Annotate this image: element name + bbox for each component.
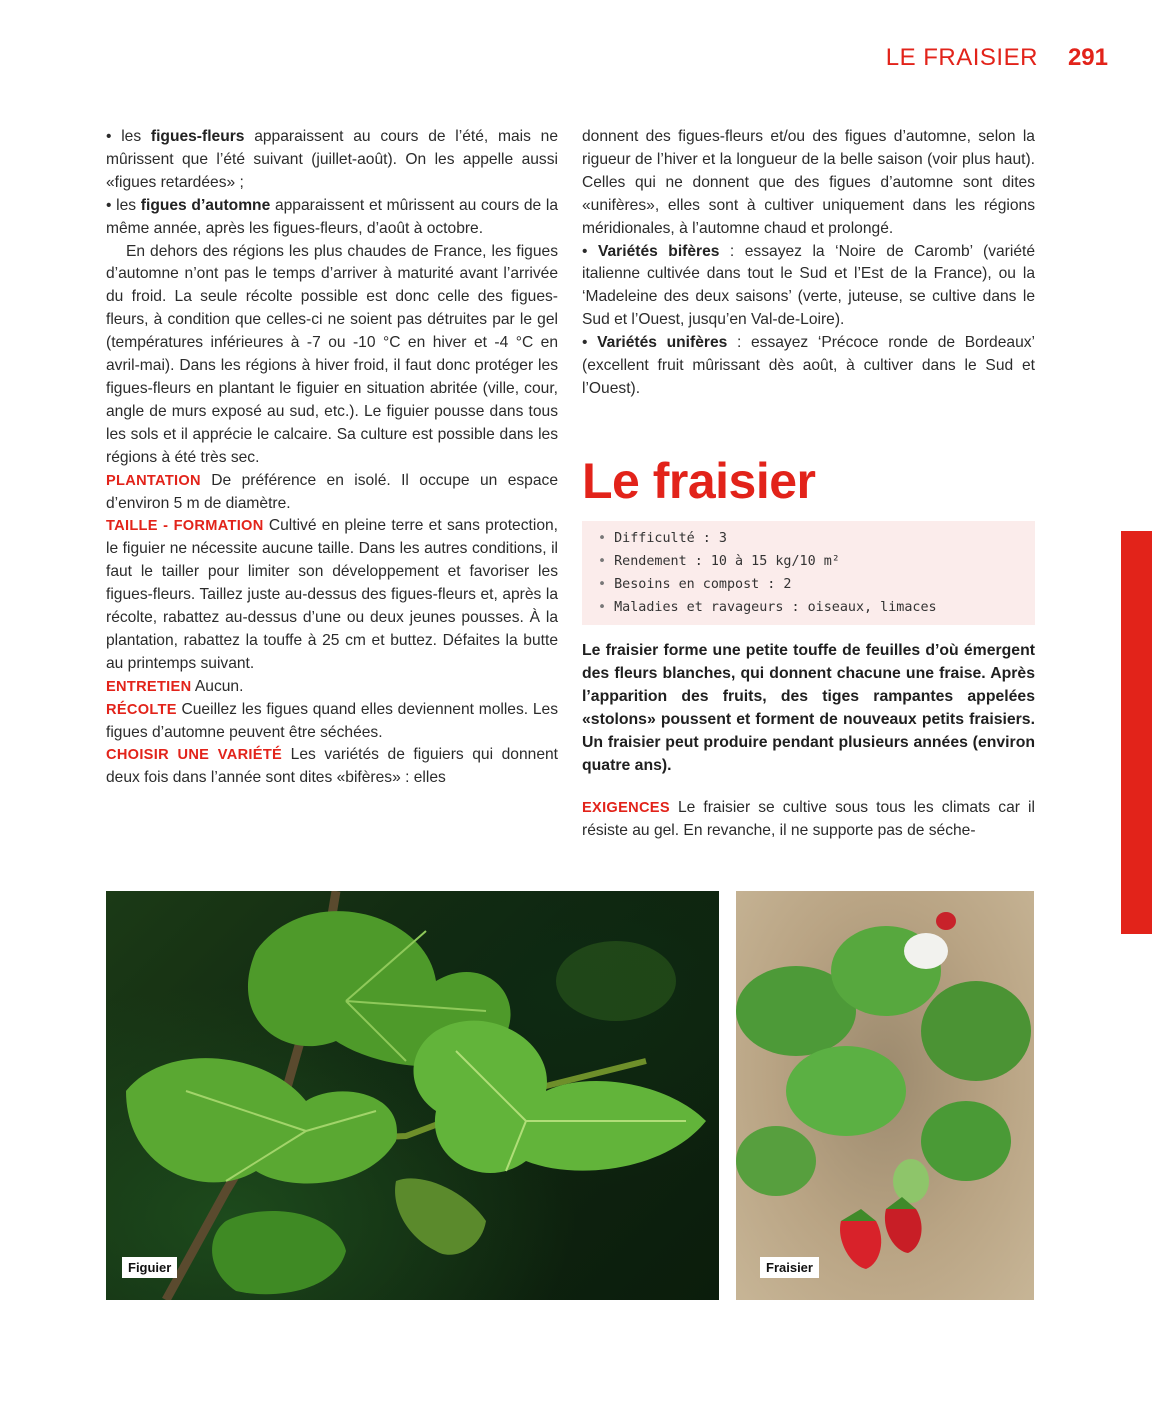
exigences-text: Le fraisier se cultive sous tous les climats car il résiste au gel. En revanche, il ne supporte pas de séche- bbox=[582, 798, 1035, 839]
keyword-recolte: RÉCOLTE bbox=[106, 701, 177, 718]
strawberry-photo bbox=[736, 891, 1034, 1300]
body-paragraph: En dehors des régions les plus chaudes de France, les figues d’automne n’ont pas le temps d’arriver à maturité avant l’arrivée du froid. La seule récolte possible est donc celle des figues-fleurs, à condition que celles-ci ne soient pas détruites par le gel (températures inférieures à -7 ou -10 °C en hiver et -4 °C en avril-mai). Dans les régions à hiver froid, il faut donc protéger les figues-fleurs en plantant le figuier en situation abritée (ville, cour, angle de murs exposé au sud, etc.). Le figuier pousse dans tous les sols et il apprécie le calcaire. Sa culture est possible dans les régions à été très sec. bbox=[106, 242, 558, 466]
exigences-section bbox=[582, 797, 1035, 843]
keyword-taille: TAILLE - FORMATION bbox=[106, 518, 264, 535]
entretien-text: Aucun. bbox=[191, 677, 244, 695]
term-figues-fleurs: figues-fleurs bbox=[150, 128, 245, 145]
chapter-tab bbox=[1121, 531, 1152, 934]
chapter-title: LE FRAISIER bbox=[885, 44, 1038, 71]
recolte-section bbox=[106, 699, 558, 745]
specs-box bbox=[582, 521, 1035, 625]
page-number: 291 bbox=[1067, 44, 1108, 71]
spec-item: • Rendement : 10 à 15 kg/10 m² bbox=[598, 550, 1023, 573]
intro-paragraph: Le fraisier forme une petite touffe de feuilles d’où émergent des fleurs blanches, qui donnent chacune une fraise. Après l’apparition des fruits, des tiges rampantes appelées «stolons» poussent et forment de nouveaux petits fraisiers. Un fraisier peut produire pendant plusieurs années (environ quatre ans). bbox=[582, 641, 1035, 774]
recolte-text: Cueillez les figues quand elles deviennent molles. Les figues d’automne peuvent être séchées. bbox=[106, 700, 558, 741]
taille-text: Cultivé en pleine terre et sans protection, le figuier ne nécessite aucune taille. Dans les autres conditions, il faut le tailler pour limiter son développement et favoriser les figues-fleurs. Taillez juste au-dessus des figues-fleurs et, après la récolte, rabattez au-dessus d’une ou deux jeunes pousses. À la plantation, rabattez la touffe à 25 cm et buttez. Défaites la butte au printemps suivant. bbox=[106, 517, 558, 672]
spec-item: • Difficulté : 3 bbox=[598, 527, 1023, 550]
keyword-choisir: CHOISIR UNE VARIÉTÉ bbox=[106, 747, 283, 764]
plantation-text: De préférence en isolé. Il occupe un espace d’environ 5 m de diamètre. bbox=[106, 471, 558, 512]
bullet-text: apparaissent et mûrissent au cours de la même année, après les figues-fleurs, d’août à octobre. bbox=[106, 196, 558, 237]
left-column bbox=[106, 126, 558, 790]
term-figues-automne: figues d’automne bbox=[140, 196, 271, 214]
term-varietes-uniferes: Variétés unifères bbox=[597, 334, 728, 352]
running-head bbox=[886, 44, 1108, 72]
bullet-figues-fleurs: • les figues-fleurs apparaissent au cours de l’été, mais ne mûrissent que l’été suivant (juillet-août). On les appelle aussi «figues retardées» ; bbox=[106, 128, 558, 191]
continuation-paragraph: donnent des figues-fleurs et/ou des figues d’automne, selon la rigueur de l’hiver et la longueur de la belle saison (voir plus haut). Celles qui ne donnent que des figues d’automne sont dites «unifères», elles sont à cultiver uniquement dans les régions méridionales, à l’automne chaud et prolongé. bbox=[582, 128, 1035, 237]
keyword-plantation: PLANTATION bbox=[106, 472, 201, 489]
spec-item: • Maladies et ravageurs : oiseaux, limaces bbox=[598, 596, 1023, 619]
strawberry-photo-caption: Fraisier bbox=[760, 1257, 819, 1278]
bullet-text: : essayez ‘Précoce ronde de Bordeaux’ (excellent fruit mûrissant dès août, à cultiver dans le Sud et l’Ouest). bbox=[582, 334, 1035, 397]
term-varietes-biferes: Variétés bifères bbox=[597, 242, 720, 260]
choisir-section bbox=[106, 744, 558, 790]
strawberry-plant-illustration bbox=[736, 891, 1034, 1300]
bullet-varietes-uniferes: • Variétés unifères : essayez ‘Précoce ronde de Bordeaux’ (excellent fruit mûrissant dès août, à cultiver dans le Sud et l’Ouest). bbox=[582, 334, 1035, 397]
fig-tree-photo bbox=[106, 891, 719, 1300]
keyword-exigences: EXIGENCES bbox=[582, 799, 670, 816]
entretien-section bbox=[106, 676, 558, 699]
right-column bbox=[582, 126, 1035, 843]
fig-photo-caption: Figuier bbox=[122, 1257, 177, 1278]
bullet-text: apparaissent au cours de l’été, mais ne mûrissent que l’été suivant (juillet-août). On les appelle aussi «figues retardées» ; bbox=[106, 128, 558, 191]
bullet-figues-automne: • les figues d’automne apparaissent et mûrissent au cours de la même année, après les figues-fleurs, d’août à octobre. bbox=[106, 196, 558, 237]
plantation-section bbox=[106, 470, 558, 516]
spec-item: • Besoins en compost : 2 bbox=[598, 573, 1023, 596]
fig-leaves-illustration bbox=[106, 891, 719, 1300]
section-title: Le fraisier bbox=[582, 452, 816, 509]
taille-section bbox=[106, 515, 558, 675]
choisir-text: Les variétés de figuiers qui donnent deux fois dans l’année sont dites «bifères» : elles bbox=[106, 746, 559, 787]
bullet-varietes-biferes: • Variétés bifères : essayez la ‘Noire de Caromb’ (variété italienne cultivée dans tout le Sud et l’Est de la France), ou la ‘Madeleine des deux saisons’ (verte, juteuse, se cultive dans le Sud et l’Ouest, jusqu’en Val-de-Loire). bbox=[582, 242, 1036, 329]
keyword-entretien: ENTRETIEN bbox=[106, 678, 192, 695]
bullet-text: : essayez la ‘Noire de Caromb’ (variété italienne cultivée dans tout le Sud et l’Est de la France), ou la ‘Madeleine des deux saisons’ (verte, juteuse, se cultive dans le Sud et l’Ouest, jusqu’en Val-de-Loire). bbox=[582, 242, 1036, 329]
